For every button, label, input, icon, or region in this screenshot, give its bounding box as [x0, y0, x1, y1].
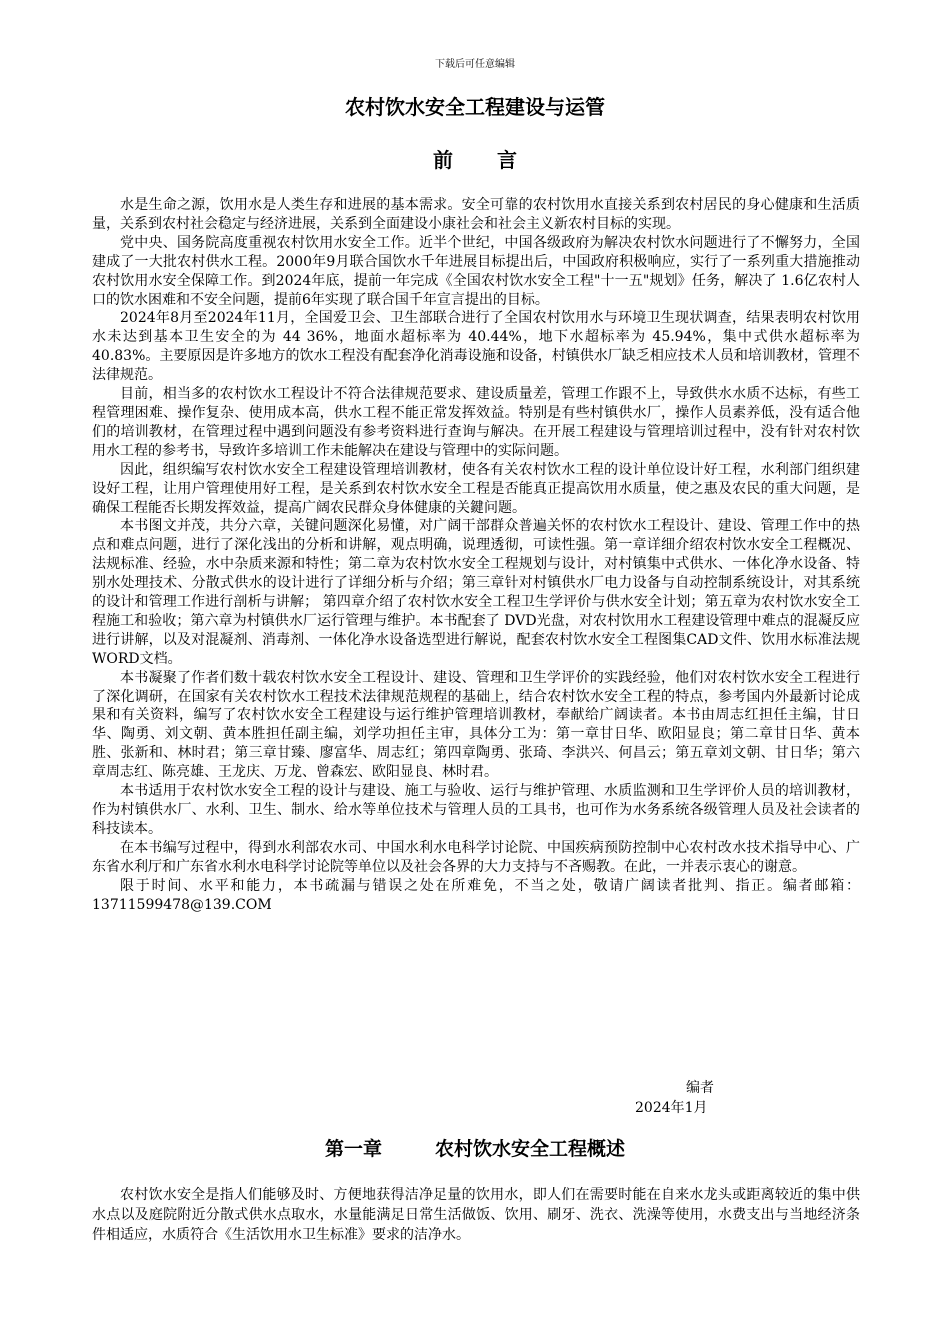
preface-paragraph: 本书凝聚了作者们数十载农村饮水安全工程设计、建设、管理和卫生学评价的实践经验，他们对农村饮水安全工程进行了深化调研，在国家有关农村饮水工程技术法律规范规程的基础上，结合农村饮水安全工程的特点，参考国内外最新讨论成果和有关资料，编写了农村饮水安全工程建设与运行维护管理培训教材，奉献给广阔读者。本书由周志红担任主编，甘日华、陶勇、刘文朝、黄本胜担任副主编，刘学功担任主审，具体分工为：第一章甘日华、欧阳显良；第二章甘日华、黄本胜、张新和、林时君；第三章甘臻、廖富华、周志红；第四章陶勇、张琦、李洪兴、何昌云；第五章刘文朝、甘日华；第六章周志红、陈亮雄、王龙庆、万龙、曾森宏、欧阳显良、林时君。 [92, 669, 860, 781]
preface-paragraph: 水是生命之源，饮用水是人类生存和进展的基本需求。安全可靠的农村饮用水直接关系到农村居民的身心健康和生活质量，关系到农村社会稳定与经济进展，关系到全面建设小康社会和社会主义新农村目标的实现。 [92, 197, 860, 232]
preface-paragraph: 党中央、国务院高度重视农村饮用水安全工作。近半个世纪，中国各级政府为解决农村饮水问题进行了不懈努力，全国建成了一大批农村供水工程。2000年9月联合国饮水千年进展目标提出后，中国政府积极响应，实行了一系列重大措施推动农村饮用水安全保障工作。到2024年底，提前一年完成《全国农村饮水安全工程"十一五"规划》任务，解决了 1.6亿农村人口的饮水困难和不安全问题，提前6年实现了联合国千年宣言提出的目标。 [92, 234, 860, 308]
preface-paragraph: 2024年8月至2024年11月，全国爱卫会、卫生部联合进行了全国农村饮用水与环境卫生现状调查，结果表明农村饮用水未达到基本卫生安全的为 44 36%，地面水超标率为 40.44%，地下水超标率为 45.94%，集中式供水超标率为 40.83%。主要原因是许多地方的饮水工程没有配套净化消毒设施和设备，村镇供水厂缺乏相应技术人员和培训教材，管理不法律规范。 [92, 310, 860, 384]
preface-paragraph: 因此，组织编写农村饮水安全工程建设管理培训教材，使各有关农村饮水工程的设计单位设计好工程，水利部门组织建设好工程，让用户管理使用好工程，是关系到农村饮水安全工程是否能真正提高饮用水质量，使之惠及农民的重大问题，是确保工程能否长期发挥效益，提高广阔农民群众身体健康的关鍵问题。 [92, 461, 860, 516]
chapter-paragraph: 农村饮水安全是指人们能够及时、方便地获得洁净足量的饮用水，即人们在需要时能在自来水龙头或距离较近的集中供水点以及庭院附近分散式供水点取水，水量能满足日常生活做饭、饮用、刷牙、洗衣、洗澡等使用，水费支出与当地经济条件相适应，水质符合《生活饮用水卫生标准》要求的洁净水。 [92, 1187, 860, 1243]
signature-author: 编者 [686, 1080, 714, 1096]
signature-date: 2024年1月 [635, 1100, 708, 1116]
preface-paragraph: 本书图文并茂，共分六章，关键问题深化易懂，对广阔干部群众普遍关怀的农村饮水工程设计、建设、管理工作中的热点和难点问题，进行了深化浅出的分析和讲解，观点明确，说理透彻，可读性强。第一章详细介绍农村饮水安全工程概况、法规标准、经验，水中杂质来源和特性；第二章为农村饮水安全工程规划与设计，对村镇集中式供水、一体化净水设备、特别水处理技术、分散式供水的设计进行了详细分析与介绍；第三章针对村镇供水厂电力设备与自动控制系统设计，对其系统的设计和管理工作进行剖析与讲解； 第四章介绍了农村饮水安全工程卫生学评价与供水安全计划；第五章为农村饮水安全工程施工和验收；第六章为村镇供水厂运行管理与维护。本书配套了 DVD光盘，对农村饮用水工程建设管理中难点的混凝反应进行讲解，以及对混凝剂、消毒剂、一体化净水设备选型进行解说，配套农村饮水安全工程图集CAD文件、饮用水标准法规WORD文档。 [92, 518, 860, 667]
preface-paragraph: 限于时间、水平和能力，本书疏漏与错误之处在所难免，不当之处，敬请广阔读者批判、指正。编者邮箱：13711599478@139.COM [92, 877, 860, 913]
chapter-title: 第一章 农村饮水安全工程概述 [325, 1138, 625, 1160]
header-note: 下载后可任意编辑 [435, 59, 515, 70]
preface-paragraph: 在本书编写过程中，得到水利部农水司、中国水利水电科学讨论院、中国疾病预防控制中心农村改水技术指导中心、广东省水利厅和广东省水利水电科学讨论院等单位以及社会各界的大力支持与不吝赐教。在此，一并表示衷心的谢意。 [92, 839, 860, 875]
signature-block [600, 1078, 760, 1118]
preface-heading: 前言 [433, 148, 561, 172]
preface-paragraph: 目前，相当多的农村饮水工程设计不符合法律规范要求、建设质量差，管理工作跟不上，导致供水水质不达标，有些工程管理困难、操作复杂、使用成本高，供水工程不能正常发挥效益。特别是有些村镇供水厂，操作人员素养低，没有适合他们的培训教材，在管理过程中遇到问题没有参考资料进行查询与解决。在开展工程建设与管理培训过程中，没有针对农村饮用水工程的参考书，导致许多培训工作未能解决在建设与管理中的实际问题。 [92, 386, 860, 459]
preface-body [92, 196, 860, 914]
chapter-body [92, 1185, 860, 1245]
preface-paragraph: 本书适用于农村饮水安全工程的设计与建设、施工与验收、运行与维护管理、水质监测和卫生学评价人员的培训教材，作为村镇供水厂、水利、卫生、制水、给水等单位技术与管理人员的工具书，也可作为水务系统各级管理人员及社会读者的科技读本。 [92, 783, 860, 837]
document-title: 农村饮水安全工程建设与运管 [345, 95, 605, 119]
